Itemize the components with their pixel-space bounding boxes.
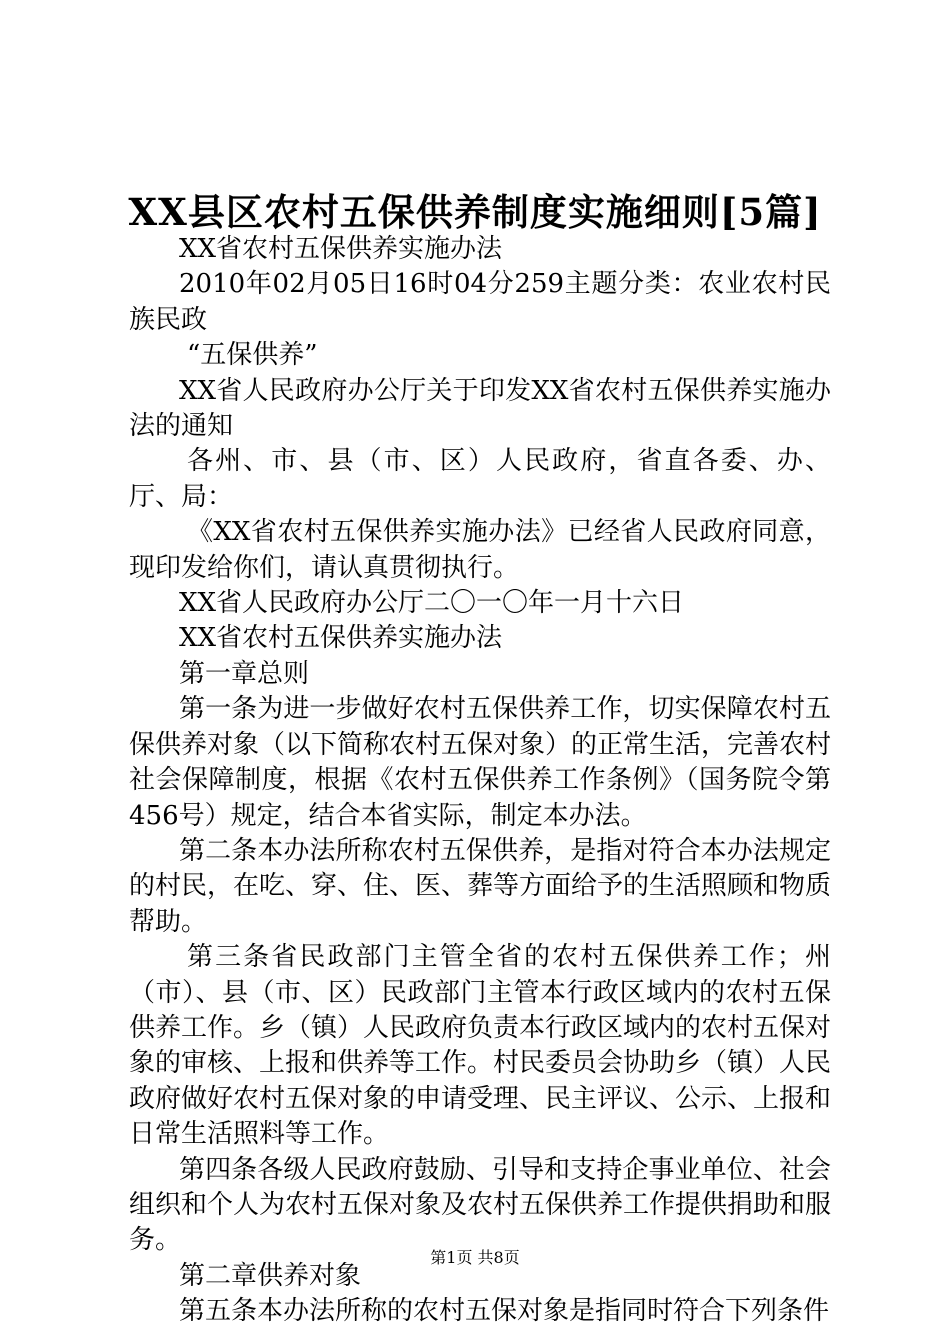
paragraph: 第一条为进一步做好农村五保供养工作，切实保障农村五保供养对象（以下简称农村五保对象）的正常生活，完善农村社会保障制度，根据《农村五保供养工作条例》（国务院令第456号）规定，结合本省实际，制定本办法。 <box>129 694 832 831</box>
document-title: XX县区农村五保供养制度实施细则[5篇] <box>128 190 822 234</box>
paragraph: 各州、市、县（市、区）人民政府，省直各委、办、厅、局： <box>129 446 831 512</box>
paragraph: 第一章总则 <box>179 658 310 689</box>
paragraph: XX省农村五保供养实施办法 <box>179 234 503 264</box>
paragraph: XX省人民政府办公厅二〇一〇年一月十六日 <box>179 588 685 619</box>
paragraph: “五保供养” <box>187 340 318 371</box>
paragraph: 第四条各级人民政府鼓励、引导和支持企事业单位、社会组织和个人为农村五保对象及农村五保供养工作提供捐助和服务。 <box>129 1154 832 1256</box>
paragraph: 第二章供养对象 <box>179 1260 362 1291</box>
document-body <box>129 232 831 1330</box>
paragraph: 《XX省农村五保供养实施办法》已经省人民政府同意，现印发给你们，请认真贯彻执行。 <box>129 517 831 583</box>
paragraph: 第五条本办法所称的农村五保对象是指同时符合下列条件 <box>179 1296 830 1327</box>
paragraph: XX省人民政府办公厅关于印发XX省农村五保供养实施办法的通知 <box>129 375 831 442</box>
paragraph: 2010年02月05日16时04分259主题分类：农业农村民族民政 <box>129 269 831 335</box>
paragraph: 第二条本办法所称农村五保供养，是指对符合本办法规定的村民，在吃、穿、住、医、葬等方面给予的生活照顾和物质帮助。 <box>129 835 832 937</box>
paragraph: XX省农村五保供养实施办法 <box>179 623 503 654</box>
paragraph: 第三条省民政部门主管全省的农村五保供养工作；州（市）、县（市、区）民政部门主管本行政区域内的农村五保供养工作。乡（镇）人民政府负责本行政区域内的农村五保对象的审核、上报和供养等工作。村民委员会协助乡（镇）人民政府做好农村五保对象的申请受理、民主评议、公示、上报和日常生活照料等工作。 <box>129 942 832 1150</box>
page-footer: 第1页 共8页 <box>430 1248 520 1267</box>
